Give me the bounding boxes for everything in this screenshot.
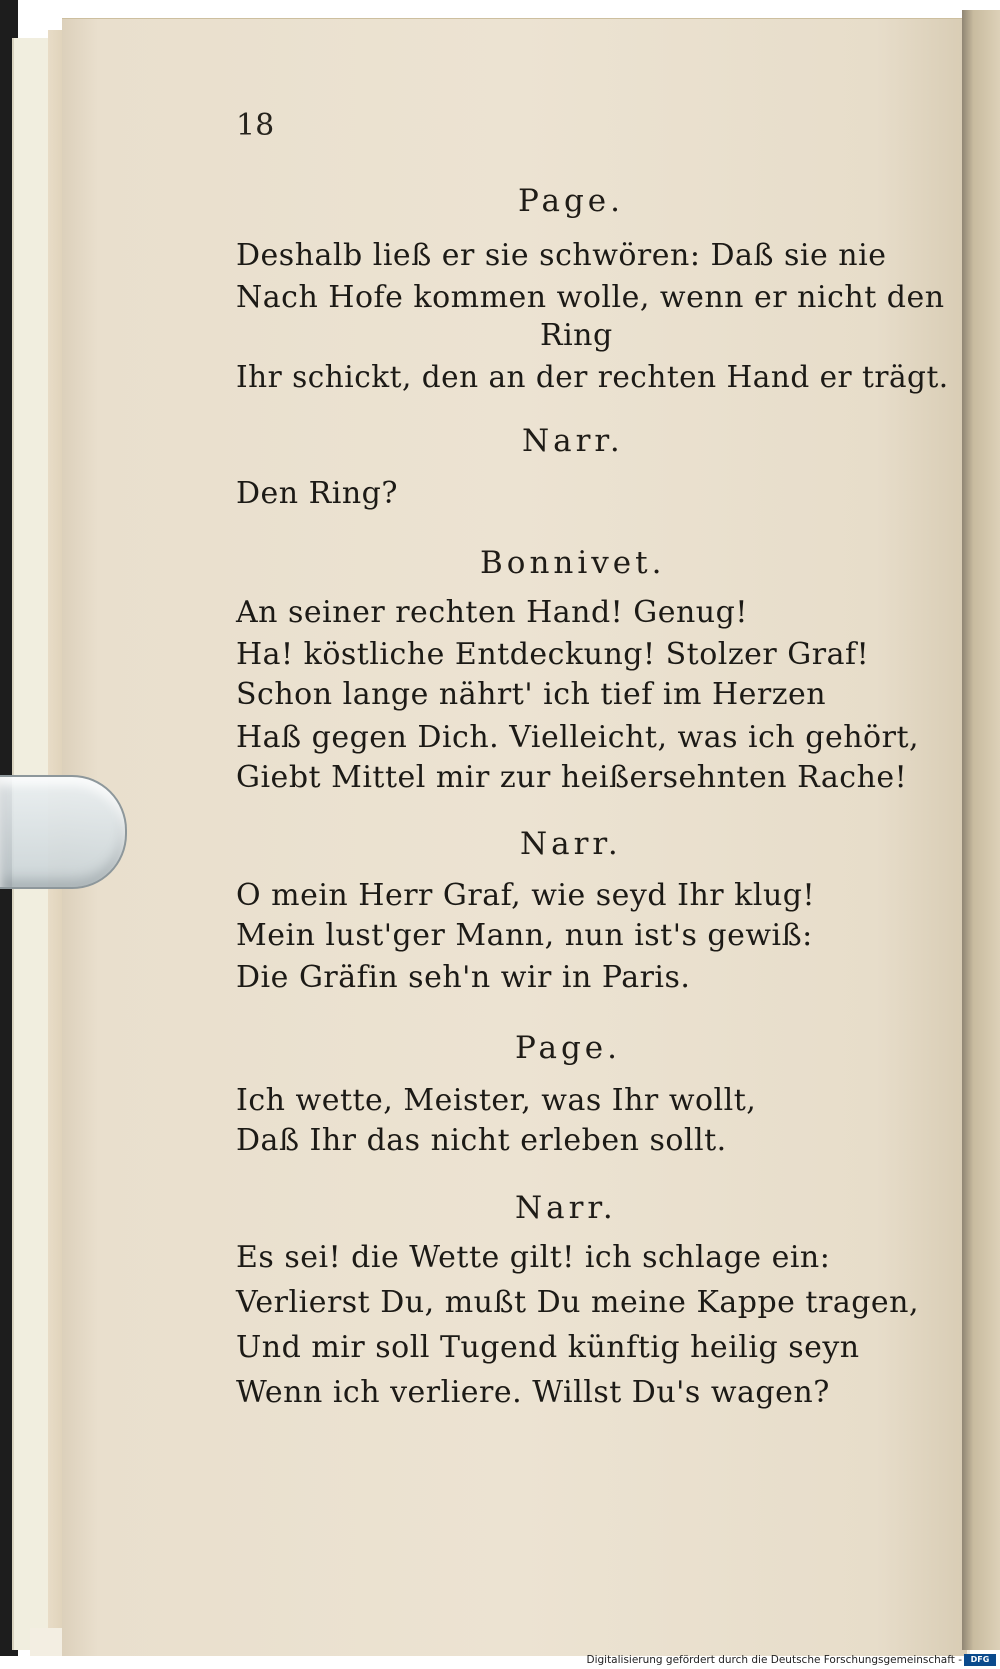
- verse-line: Haß gegen Dich. Vielleicht, was ich gehört,: [236, 720, 920, 755]
- verse-line: Deshalb ließ er sie schwören: Daß sie nie: [236, 238, 887, 273]
- verse-line: O mein Herr Graf, wie seyd Ihr klug!: [236, 878, 816, 913]
- verse-line: Wenn ich verliere. Willst Du's wagen?: [236, 1375, 830, 1410]
- speaker-label: Bonnivet.: [480, 545, 666, 581]
- verse-line: Die Gräfin seh'n wir in Paris.: [236, 960, 691, 995]
- verse-line: Schon lange nährt' ich tief im Herzen: [236, 677, 827, 712]
- dfg-logo: DFG: [964, 1654, 996, 1666]
- speaker-label: Narr.: [522, 423, 624, 459]
- verse-line: Ihr schickt, den an der rechten Hand er trägt.: [236, 360, 949, 394]
- verse-line: An seiner rechten Hand! Genug!: [236, 595, 748, 630]
- verse-line: Ich wette, Meister, was Ihr wollt,: [236, 1083, 757, 1118]
- verse-line: Mein lust'ger Mann, nun ist's gewiß:: [236, 918, 813, 953]
- page-clip: [0, 775, 127, 889]
- verse-line: Giebt Mittel mir zur heißersehnten Rache!: [236, 760, 908, 795]
- verse-line: Ring: [540, 318, 613, 353]
- verse-line: Verlierst Du, mußt Du meine Kappe tragen,: [236, 1285, 920, 1320]
- speaker-label: Narr.: [520, 826, 622, 862]
- verse-line: Nach Hofe kommen wolle, wenn er nicht den: [236, 280, 945, 315]
- dfg-credit: Digitalisierung gefördert durch die Deutsche Forschungsgemeinschaft -: [586, 1654, 962, 1666]
- page-number: 18: [236, 108, 275, 143]
- verse-line: Ha! köstliche Entdeckung! Stolzer Graf!: [236, 637, 870, 672]
- speaker-label: Page.: [515, 1030, 621, 1066]
- verse-line: Daß Ihr das nicht erleben sollt.: [236, 1123, 727, 1158]
- verse-line: Und mir soll Tugend künftig heilig seyn: [236, 1330, 860, 1365]
- verse-line: Es sei! die Wette gilt! ich schlage ein:: [236, 1240, 831, 1275]
- speaker-label: Page.: [518, 183, 624, 219]
- facing-page-edge: [962, 10, 1000, 1650]
- speaker-label: Narr.: [515, 1190, 617, 1226]
- verse-line: Den Ring?: [236, 476, 398, 511]
